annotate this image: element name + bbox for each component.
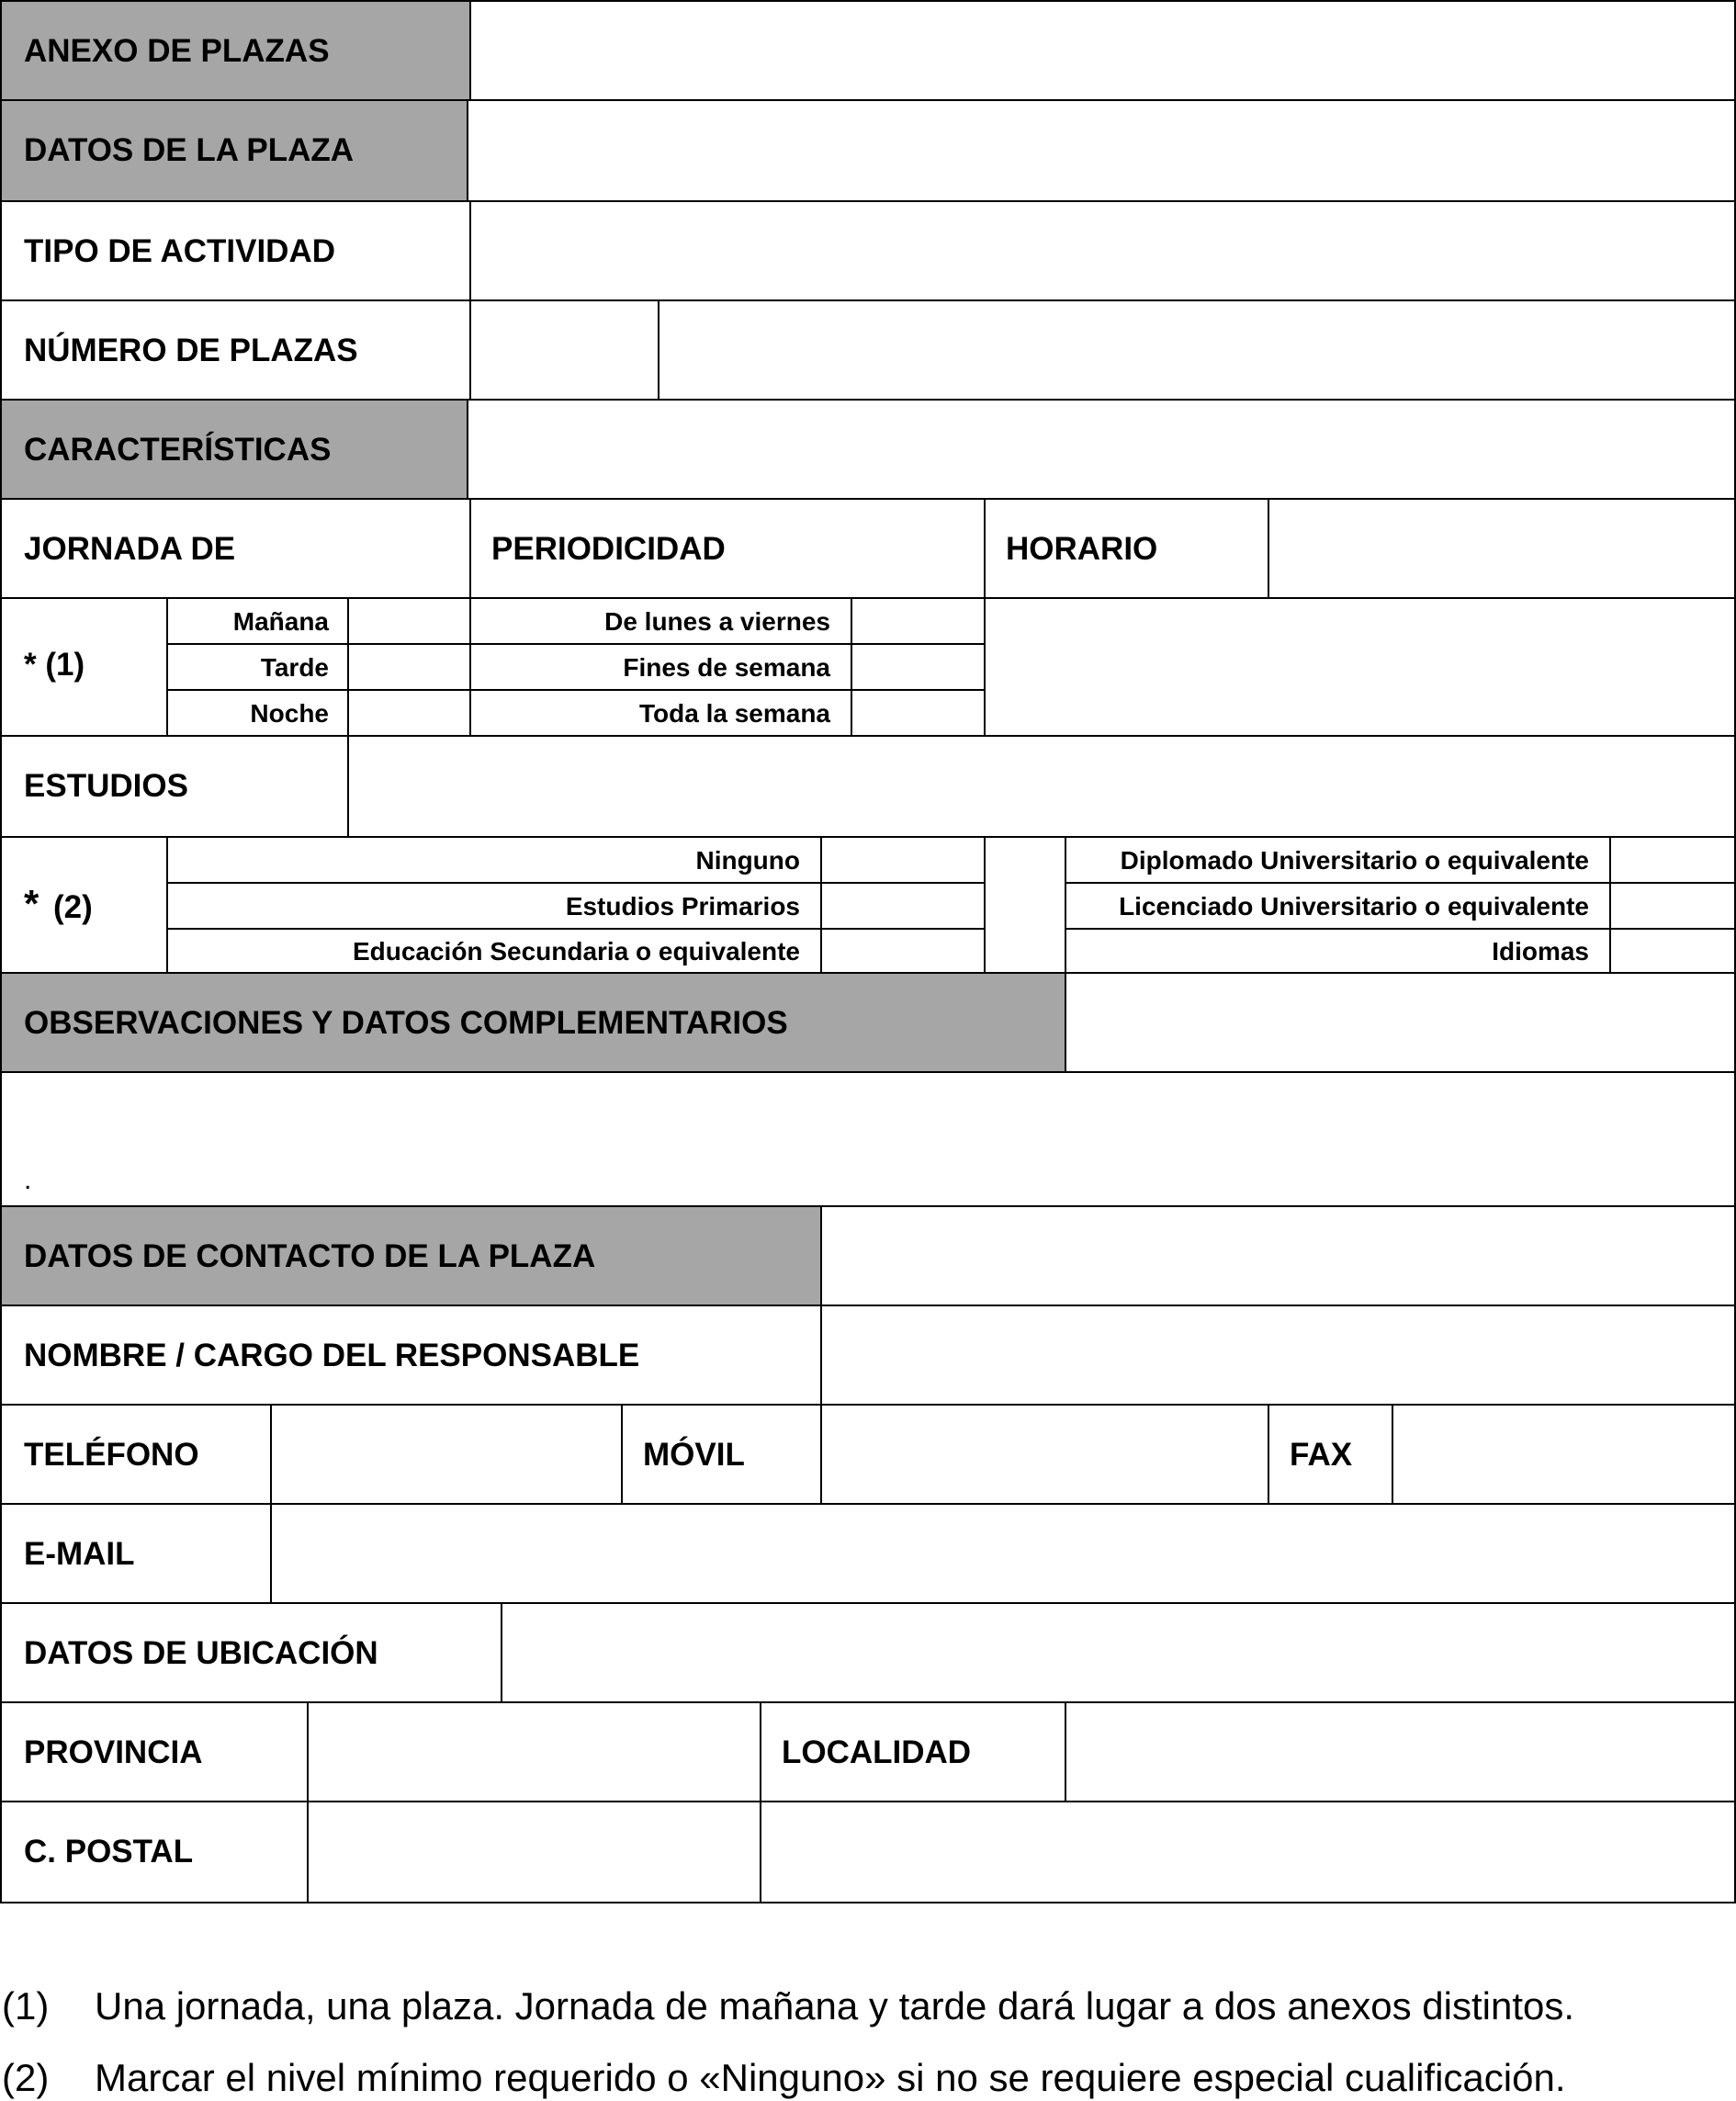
numero-plazas-field[interactable] — [469, 299, 659, 401]
estudios-option-diplomado-cell — [1065, 836, 1611, 884]
jornada-option-noche-cell — [166, 689, 349, 737]
jornada-checkbox-manana[interactable] — [347, 597, 471, 645]
anexo-header: ANEXO DE PLAZAS — [24, 33, 330, 69]
datos-plaza-header: DATOS DE LA PLAZA — [24, 132, 355, 168]
estudios-checkbox-secundaria[interactable] — [820, 928, 986, 974]
estudios-note-num: (2) — [53, 889, 93, 925]
telefono-label-cell — [0, 1404, 272, 1505]
observaciones-header-cell — [0, 972, 1066, 1073]
estudios-option-diplomado: Diplomado Universitario o equivalente — [1120, 846, 1589, 875]
contacto-header-cell — [0, 1205, 822, 1306]
anexo-value-field[interactable] — [469, 0, 1736, 101]
telefono-field[interactable] — [270, 1404, 623, 1505]
email-field[interactable] — [270, 1503, 1736, 1604]
contacto-extra-field[interactable] — [820, 1205, 1736, 1306]
provincia-label: PROVINCIA — [24, 1734, 203, 1770]
estudios-value-field[interactable] — [347, 735, 1736, 838]
jornada-option-tarde-cell — [166, 643, 349, 691]
jornada-option-manana: Mañana — [232, 607, 329, 636]
estudios-option-primarios: Estudios Primarios — [565, 892, 800, 921]
anexo-header-cell — [0, 0, 471, 101]
caracteristicas-header-cell — [0, 399, 468, 500]
footnote-2-text: Marcar el nivel mínimo requerido o «Ninguno» si no se requiere especial cualificación. — [95, 2056, 1566, 2099]
email-label: E-MAIL — [24, 1536, 135, 1572]
jornada-label-cell — [0, 498, 471, 599]
estudios-option-ninguno-cell — [166, 836, 822, 884]
periodicidad-option-lunes-viernes-cell — [469, 597, 852, 645]
estudios-option-licenciado: Licenciado Universitario o equivalente — [1119, 892, 1589, 921]
observaciones-value: . — [24, 1165, 32, 1195]
localidad-field[interactable] — [1065, 1701, 1736, 1802]
movil-label-cell — [621, 1404, 822, 1505]
jornada-option-tarde: Tarde — [260, 653, 329, 682]
cpostal-extra-field[interactable] — [760, 1801, 1736, 1903]
periodicidad-option-toda-semana-cell — [469, 689, 852, 737]
estudios-checkbox-ninguno[interactable] — [820, 836, 986, 884]
nombre-cargo-field[interactable] — [820, 1305, 1736, 1406]
fax-label: FAX — [1290, 1437, 1353, 1473]
numero-plazas-label-cell — [0, 299, 471, 401]
provincia-label-cell — [0, 1701, 309, 1802]
periodicidad-checkbox-toda-semana[interactable] — [851, 689, 986, 737]
estudios-option-secundaria-cell — [166, 928, 822, 974]
datos-plaza-header-cell — [0, 99, 468, 202]
estudios-option-idiomas-cell — [1065, 928, 1611, 974]
estudios-label: ESTUDIOS — [24, 768, 188, 804]
periodicidad-option-fines-semana-cell — [469, 643, 852, 691]
movil-label: MÓVIL — [643, 1437, 745, 1473]
estudios-option-idiomas: Idiomas — [1492, 937, 1589, 966]
cpostal-field[interactable] — [307, 1801, 761, 1903]
footnote-1-number: (1) — [2, 1984, 50, 2028]
estudios-note-cell — [0, 836, 168, 974]
horario-label: HORARIO — [1006, 531, 1158, 567]
numero-plazas-extra-field[interactable] — [658, 299, 1736, 401]
estudios-checkbox-idiomas[interactable] — [1609, 928, 1736, 974]
ubicacion-field[interactable] — [501, 1602, 1736, 1703]
periodicidad-option-toda-semana: Toda la semana — [638, 699, 830, 728]
tipo-actividad-label: TIPO DE ACTIVIDAD — [24, 233, 335, 269]
provincia-field[interactable] — [307, 1701, 761, 1802]
estudios-label-cell — [0, 735, 349, 838]
tipo-actividad-label-cell — [0, 200, 471, 301]
periodicidad-checkbox-fines-semana[interactable] — [851, 643, 986, 691]
periodicidad-option-lunes-viernes: De lunes a viernes — [604, 607, 830, 636]
nombre-cargo-label-cell — [0, 1305, 822, 1406]
periodicidad-checkbox-lunes-viernes[interactable] — [851, 597, 986, 645]
movil-field[interactable] — [820, 1404, 1269, 1505]
cpostal-label: C. POSTAL — [24, 1834, 194, 1869]
jornada-label: JORNADA DE — [24, 531, 236, 567]
estudios-option-primarios-cell — [166, 882, 822, 930]
observaciones-header: OBSERVACIONES Y DATOS COMPLEMENTARIOS — [24, 1005, 788, 1041]
estudios-option-secundaria: Educación Secundaria o equivalente — [352, 937, 800, 966]
contacto-header: DATOS DE CONTACTO DE LA PLAZA — [24, 1238, 596, 1274]
cpostal-label-cell — [0, 1801, 309, 1903]
horario-field[interactable] — [1268, 498, 1736, 599]
localidad-label-cell — [760, 1701, 1066, 1802]
localidad-label: LOCALIDAD — [782, 1734, 972, 1770]
periodicidad-option-fines-semana: Fines de semana — [623, 653, 830, 682]
periodicidad-label: PERIODICIDAD — [491, 531, 726, 567]
footnote-2-number: (2) — [2, 2056, 50, 2099]
caracteristicas-header: CARACTERÍSTICAS — [24, 432, 332, 468]
ubicacion-label: DATOS DE UBICACIÓN — [24, 1635, 378, 1671]
horario-detail-field[interactable] — [984, 597, 1736, 737]
estudios-checkbox-primarios[interactable] — [820, 882, 986, 930]
fax-label-cell — [1268, 1404, 1393, 1505]
periodicidad-label-cell — [469, 498, 986, 599]
email-label-cell — [0, 1503, 272, 1604]
estudios-option-ninguno: Ninguno — [695, 846, 800, 875]
tipo-actividad-field[interactable] — [469, 200, 1736, 301]
estudios-checkbox-licenciado[interactable] — [1609, 882, 1736, 930]
estudios-option-licenciado-cell — [1065, 882, 1611, 930]
numero-plazas-label: NÚMERO DE PLAZAS — [24, 333, 358, 368]
datos-plaza-value-field[interactable] — [467, 99, 1736, 202]
horario-label-cell — [984, 498, 1269, 599]
observaciones-textarea[interactable] — [0, 1071, 1736, 1207]
estudios-note-star: * — [24, 882, 39, 925]
jornada-note-cell — [0, 597, 168, 737]
telefono-label: TELÉFONO — [24, 1437, 199, 1473]
ubicacion-label-cell — [0, 1602, 502, 1703]
jornada-checkbox-tarde[interactable] — [347, 643, 471, 691]
estudios-checkbox-diplomado[interactable] — [1609, 836, 1736, 884]
estudios-separator-cell — [984, 836, 1066, 974]
jornada-note: * (1) — [24, 647, 85, 683]
caracteristicas-value-field[interactable] — [467, 399, 1736, 500]
jornada-checkbox-noche[interactable] — [347, 689, 471, 737]
jornada-option-noche: Noche — [250, 699, 329, 728]
observaciones-extra-field[interactable] — [1065, 972, 1736, 1073]
jornada-option-manana-cell — [166, 597, 349, 645]
footnote-1-text: Una jornada, una plaza. Jornada de mañana y tarde dará lugar a dos anexos distintos. — [95, 1984, 1575, 2028]
nombre-cargo-label: NOMBRE / CARGO DEL RESPONSABLE — [24, 1338, 640, 1373]
fax-field[interactable] — [1392, 1404, 1736, 1505]
